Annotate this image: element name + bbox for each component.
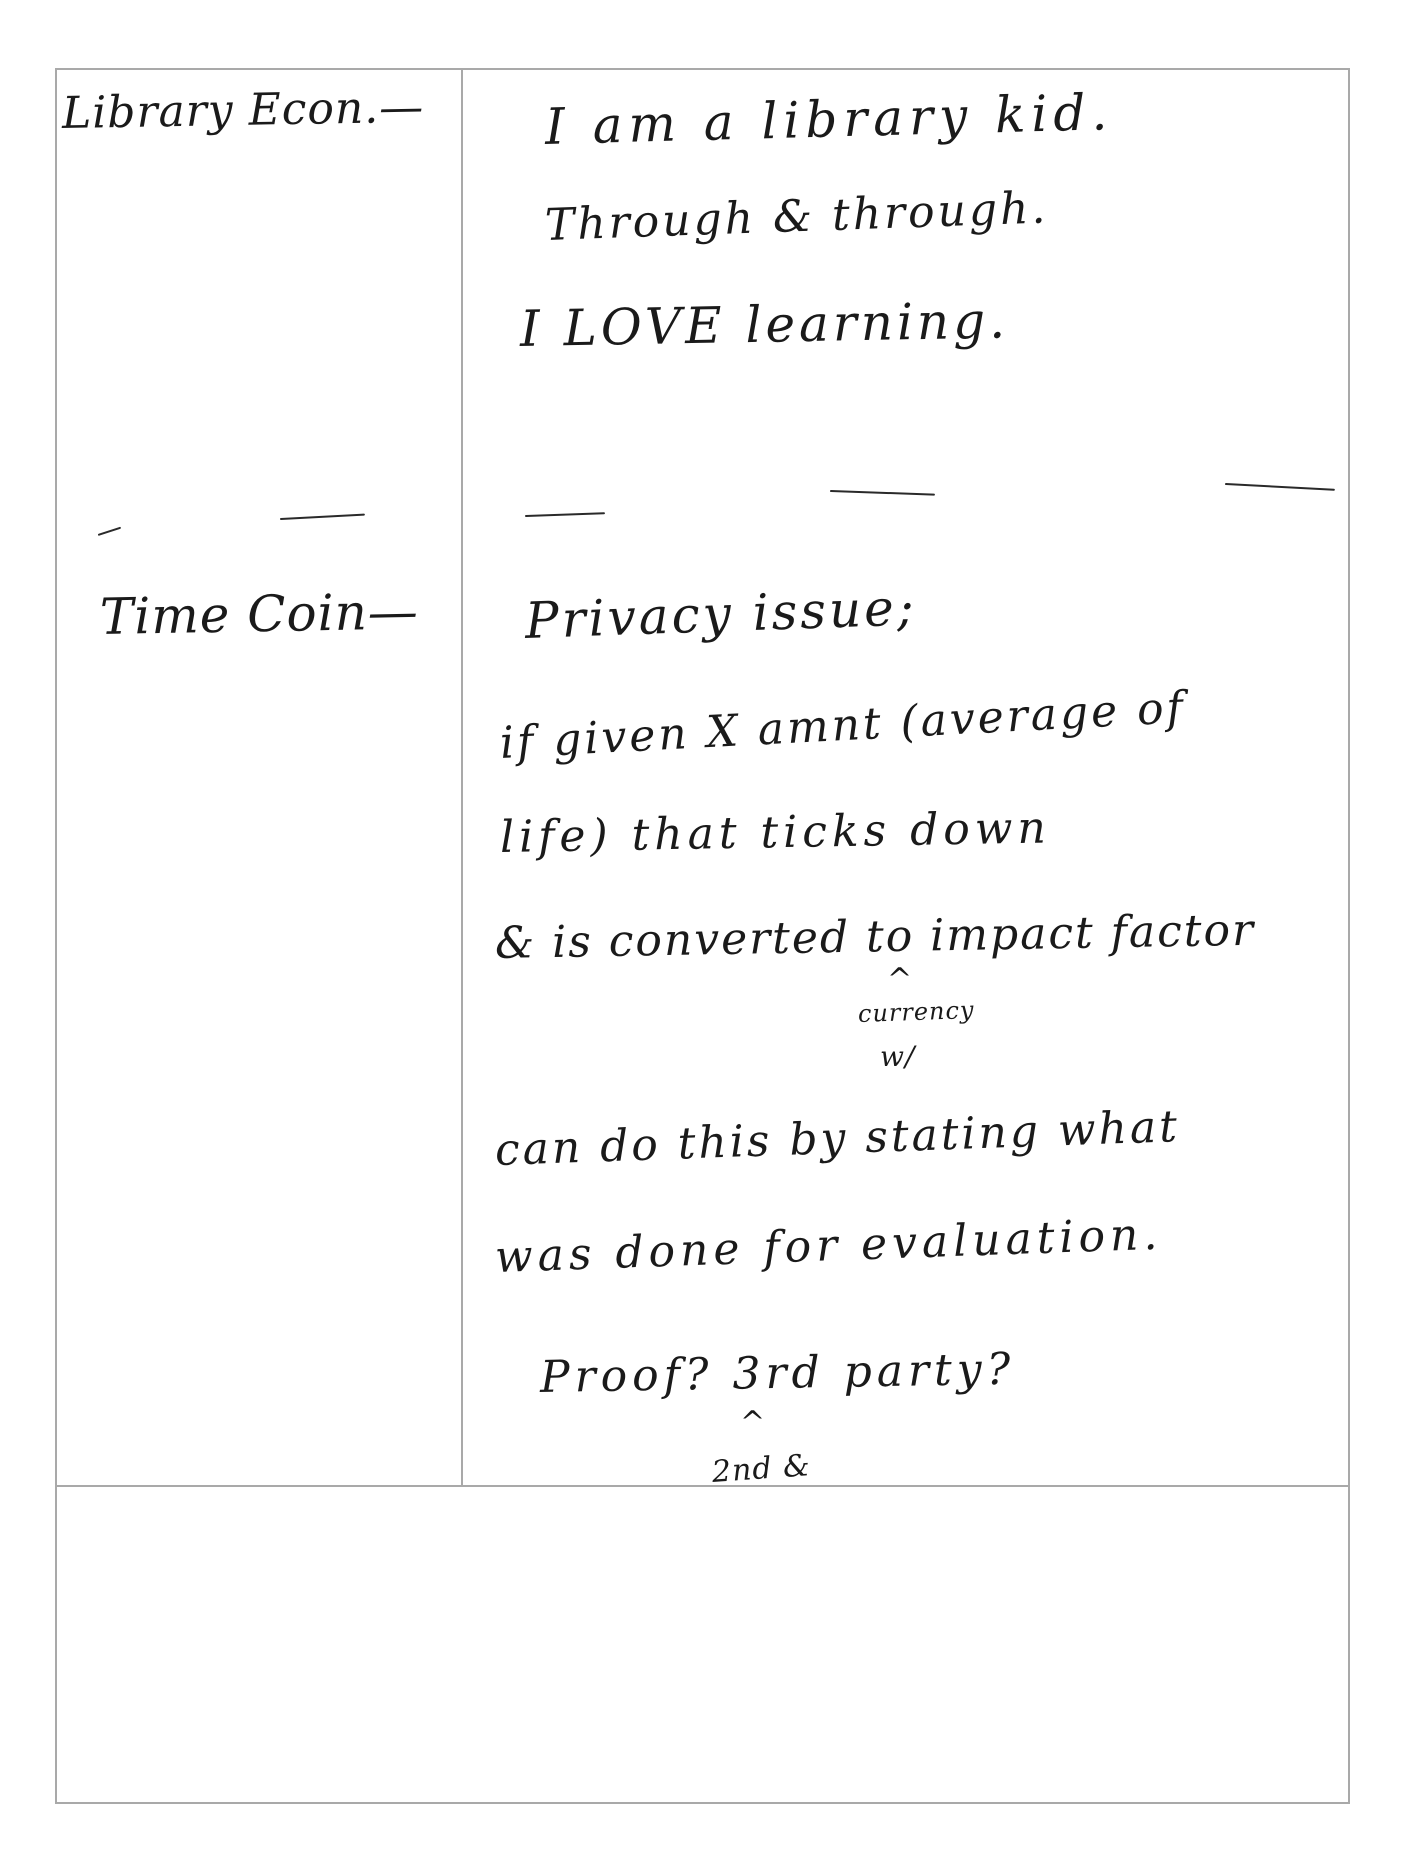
summary-divider <box>55 1485 1350 1487</box>
note-line-library-kid: I am a library kid. <box>544 83 1114 156</box>
note-line-ticks-down: life) that ticks down <box>499 802 1052 863</box>
cue-column-divider <box>461 68 463 1487</box>
cue-topic-library-econ: Library Econ.— <box>61 81 425 139</box>
note-line-evaluation: was done for evaluation. <box>494 1208 1164 1283</box>
cue-topic-time-coin: Time Coin— <box>99 582 420 646</box>
insert-currency: currency <box>857 995 975 1028</box>
insert-with: w/ <box>880 1040 916 1073</box>
insert-second-party: 2nd & <box>710 1448 812 1490</box>
note-line-converted: & is converted to impact factor <box>494 904 1256 969</box>
note-line-given-amount: if given X amnt (average of <box>498 682 1188 769</box>
insert-caret: ^ <box>740 1405 767 1440</box>
insert-caret: ^ <box>887 962 914 997</box>
note-line-privacy-issue: Privacy issue; <box>523 578 918 650</box>
note-line-love-learning: I LOVE learning. <box>519 291 1010 358</box>
note-line-proof: Proof? 3rd party? <box>539 1343 1016 1403</box>
note-line-through: Through & through. <box>544 182 1050 251</box>
note-line-stating-what: can do this by stating what <box>494 1101 1181 1176</box>
